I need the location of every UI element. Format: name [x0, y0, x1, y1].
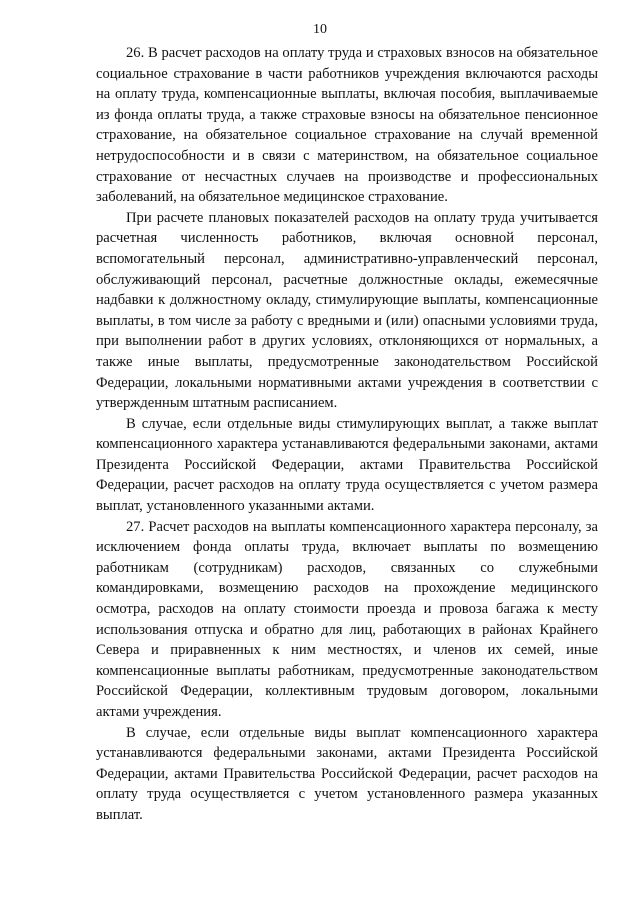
paragraph-stimulating-payments: В случае, если отдельные виды стимулирующих выплат, а также выплат компенсационного характера устанавливаются федеральными законами, актами Президента Российской Федерации, актами Правительства Российской Федерации, расчет расходов на оплату труда осуществляется с учетом размера выплат, установленного указанными актами. [96, 415, 598, 515]
document-body [96, 43, 598, 826]
page-number: 10 [313, 22, 327, 37]
paragraph-planned-indicators: При расчете плановых показателей расходов на оплату труда учитывается расчетная численность работников, включая основной персонал, вспомогательный персонал, административно-управленческий персонал, обслуживающий персонал, расчетные должностные оклады, ежемесячные надбавки к должностному окладу, стимулирующие выплаты, компенсационные выплаты, в том числе за работу с вредными и (или) опасными условиями труда, при выполнении работ в других условиях, отклоняющихся от нормальных, а также иные выплаты, предусмотренные законодательством Российской Федерации, локальными нормативными актами учреждения в соответствии с утвержденным штатным расписанием. [96, 209, 598, 412]
paragraph-26: 26. В расчет расходов на оплату труда и страховых взносов на обязательное социальное страхование в части работников учреждения включаются расходы на оплату труда, компенсационные выплаты, включая пособия, выплачиваемые из фонда оплаты труда, а также страховые взносы на обязательное пенсионное страхование, на обязательное социальное страхование на случай временной нетрудоспособности и в связи с материнством, на обязательное социальное страхование от несчастных случаев на производстве и профессиональных заболеваний, на обязательное медицинское страхование. [96, 45, 598, 206]
paragraph-compensation-payments: В случае, если отдельные виды выплат компенсационного характера устанавливаются федеральными законами, актами Президента Российской Федерации, актами Правительства Российской Федерации, расчет расходов на оплату труда осуществляется с учетом установленного размера указанных выплат. [96, 724, 598, 823]
paragraph-27: 27. Расчет расходов на выплаты компенсационного характера персоналу, за исключением фонда оплаты труда, включает выплаты по возмещению работникам (сотрудникам) расходов, связанных со служебными командировками, возмещению расходов на прохождение медицинского осмотра, расходов на оплату стоимости проезда и провоза багажа к месту использования отпуска и обратно для лиц, работающих в районах Крайнего Севера и приравненных к ним местностях, и членов их семей, иные компенсационные выплаты работникам, предусмотренные законодательством Российской Федерации, коллективным трудовым договором, локальными актами учреждения. [96, 518, 598, 720]
